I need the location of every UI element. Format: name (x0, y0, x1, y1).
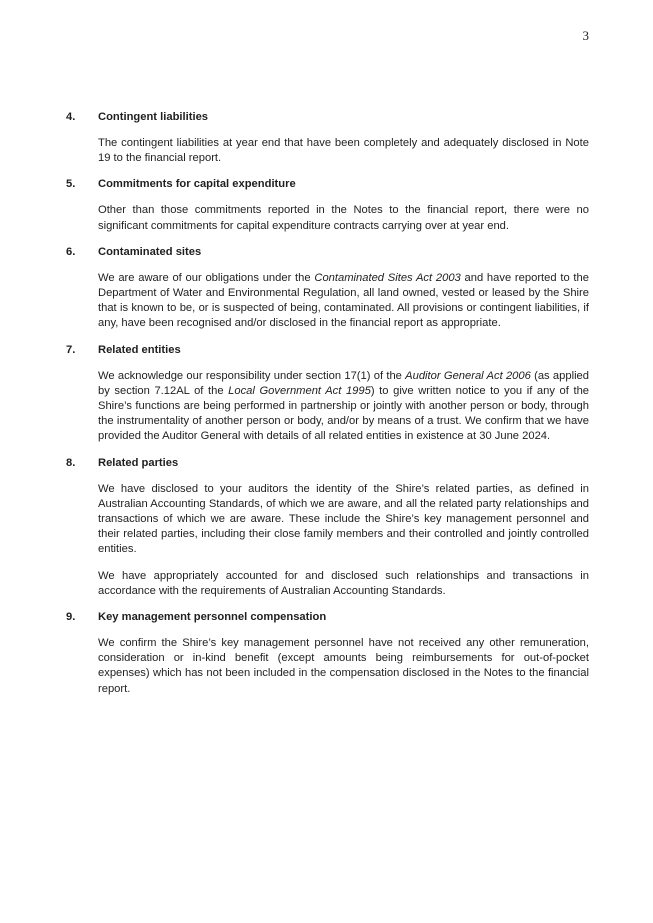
act-name: Contaminated Sites Act 2003 (314, 271, 461, 284)
section-heading (66, 245, 589, 259)
section-title: Related entities (98, 343, 181, 356)
section-paragraph: We confirm the Shire’s key management personnel have not received any other remuneration, consideration or in-kind benefit (except amounts being reimbursements for out-of-pocket expenses) which has not been included in the compensation disclosed in the Notes to the financial report. (98, 637, 589, 695)
text-run: (as applied by section 7.12AL of the (98, 369, 589, 397)
section-heading (66, 110, 589, 124)
section-commitments (66, 177, 589, 233)
section-number: 8. (66, 456, 76, 469)
section-title: Contingent liabilities (98, 111, 209, 123)
section-number: 9. (66, 611, 76, 624)
act-name: Auditor General Act 2006 (405, 369, 531, 382)
text-run: We are aware of our obligations under the (98, 271, 315, 284)
section-related-parties (66, 456, 589, 599)
section-heading (66, 610, 589, 624)
section-paragraph: Other than those commitments reported in the Notes to the financial report, there were no significant commitments for capital expenditure contracts carrying over at year end. (98, 204, 589, 232)
section-paragraph (98, 271, 589, 332)
section-paragraph: We have disclosed to your auditors the identity of the Shire’s related parties, as defined in Australian Accounting Standards, of which we are aware, and all the related party relationships and transactions of which we are aware. These include the Shire’s key management personnel and their related parties, including their close family members and their controlled and jointly controlled entities. (98, 482, 589, 556)
text-run: and have reported to the Department of Water and Environmental Regulation, all land owned, vested or leased by the Shire that is known to be, or is suspected of being, contaminated. All provisions or contingent liabilities, if any, have been recognised and/or disclosed in the financial report as appropriate. (98, 271, 589, 330)
section-number: 4. (66, 111, 76, 123)
section-contaminated-sites (66, 245, 589, 332)
section-title: Related parties (98, 456, 179, 469)
section-paragraph: We have appropriately accounted for and disclosed such relationships and transactions in accordance with the requirements of Australian Accounting Standards. (98, 569, 589, 597)
section-title: Contaminated sites (98, 245, 202, 258)
text-run: ) to give written notice to you if any of the Shire’s functions are being performed in partnership or jointly with another person or body, through the instrumentality of another person or body, and/or by means of a trust. We confirm that we have provided the Auditor General with details of all related entities in existence at 30 June 2024. (98, 384, 590, 443)
section-number: 6. (66, 245, 76, 258)
document-body (66, 110, 589, 708)
section-heading (66, 177, 589, 191)
section-number: 7. (66, 343, 76, 356)
section-related-entities (66, 343, 589, 445)
section-kmp-compensation (66, 610, 589, 697)
section-number: 5. (66, 178, 76, 191)
page-number: 3 (582, 28, 589, 43)
section-paragraph (98, 369, 589, 445)
section-heading (66, 343, 589, 357)
section-title: Commitments for capital expenditure (98, 178, 296, 191)
section-contingent-liabilities (66, 110, 589, 166)
act-name: Local Government Act 1995 (228, 384, 371, 397)
section-paragraph: The contingent liabilities at year end that have been completely and adequately disclosed in Note 19 to the financial report. (98, 137, 589, 165)
section-title: Key management personnel compensation (98, 611, 327, 624)
text-run: We acknowledge our responsibility under section 17(1) of the (98, 369, 406, 382)
section-heading (66, 456, 589, 470)
